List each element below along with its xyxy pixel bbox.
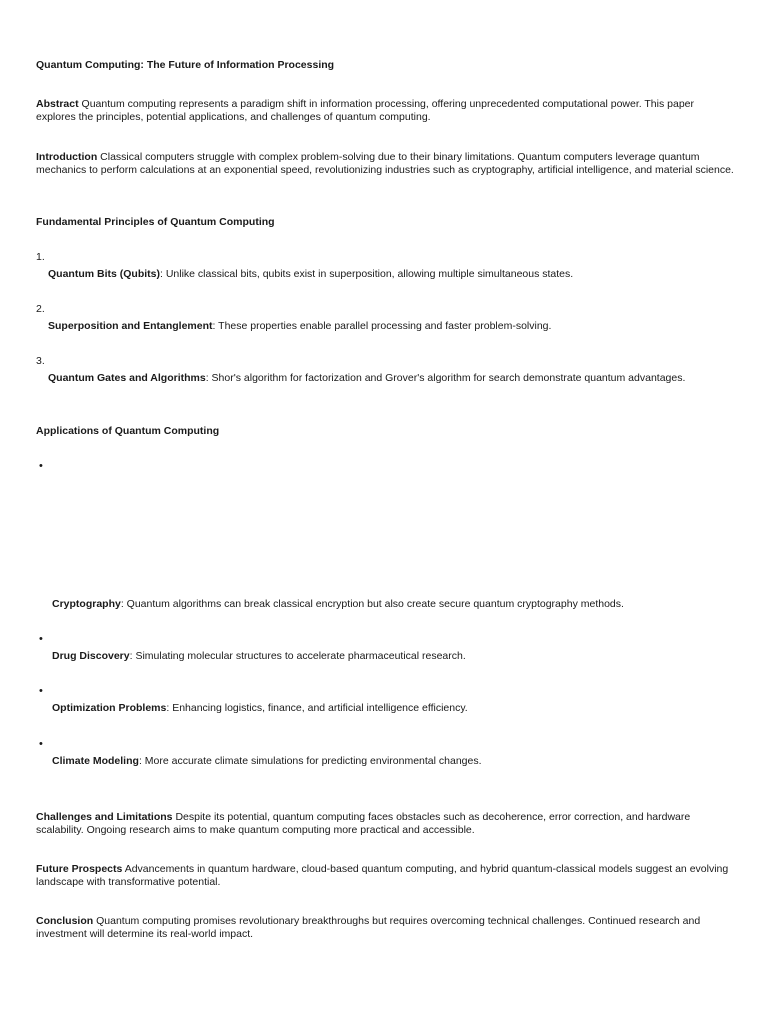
application-text-4: : More accurate climate simulations for predicting environmental changes. (138, 755, 482, 767)
conclusion-label: Conclusion (36, 915, 94, 927)
document-title: Quantum Computing: The Future of Information Processing (36, 59, 335, 71)
application-term-1: Cryptography (52, 598, 121, 610)
application-bullet-2: • (39, 633, 43, 645)
principles-heading: Fundamental Principles of Quantum Computing (36, 216, 275, 228)
principle-number-1: 1. (36, 251, 45, 263)
application-item-3 (52, 702, 742, 715)
principle-text-2: : These properties enable parallel processing and faster problem-solving. (212, 320, 552, 332)
application-text-3: : Enhancing logistics, finance, and artificial intelligence efficiency. (166, 702, 468, 714)
principle-text-3: : Shor's algorithm for factorization and Grover's algorithm for search demonstrate quantum advantages. (205, 372, 686, 384)
application-bullet-4: • (39, 738, 43, 750)
future-paragraph (36, 863, 736, 889)
applications-heading: Applications of Quantum Computing (36, 425, 220, 437)
application-term-4: Climate Modeling (52, 755, 139, 767)
principle-text-1: : Unlike classical bits, qubits exist in superposition, allowing multiple simultaneous states. (160, 268, 574, 280)
principle-item-2 (48, 320, 738, 333)
principle-term-1: Quantum Bits (Qubits) (48, 268, 160, 280)
application-item-1 (52, 598, 742, 611)
challenges-paragraph (36, 811, 736, 837)
application-term-3: Optimization Problems (52, 702, 167, 714)
conclusion-paragraph (36, 915, 736, 941)
conclusion-text: Quantum computing promises revolutionary breakthroughs but requires overcoming technical challenges. Continued research and investment will determine its real-world impact. (36, 915, 701, 940)
challenges-text: Despite its potential, quantum computing faces obstacles such as decoherence, error correction, and hardware scalability. Ongoing research aims to make quantum computing more practical and accessible. (36, 811, 691, 836)
challenges-label: Challenges and Limitations (36, 811, 173, 823)
application-term-2: Drug Discovery (52, 650, 130, 662)
principle-item-3 (48, 372, 738, 385)
application-item-4 (52, 755, 742, 768)
application-text-2: : Simulating molecular structures to accelerate pharmaceutical research. (129, 650, 466, 662)
application-text-1: : Quantum algorithms can break classical encryption but also create secure quantum cryptography methods. (120, 598, 624, 610)
future-text: Advancements in quantum hardware, cloud-based quantum computing, and hybrid quantum-classical models suggest an evolving landscape with transformative potential. (36, 863, 729, 888)
principle-number-3: 3. (36, 355, 45, 367)
principle-item-1 (48, 268, 738, 281)
introduction-text: Classical computers struggle with complex problem-solving due to their binary limitations. Quantum computers leverage quantum mechanics to perform calculations at an exponential speed, revolutionizing industries such as cryptography, artificial intelligence, and material science. (36, 151, 734, 176)
introduction-paragraph (36, 151, 736, 177)
principle-term-3: Quantum Gates and Algorithms (48, 372, 206, 384)
application-item-2 (52, 650, 742, 663)
application-bullet-1: • (39, 460, 43, 472)
application-bullet-3: • (39, 685, 43, 697)
principle-number-2: 2. (36, 303, 45, 315)
principle-term-2: Superposition and Entanglement (48, 320, 213, 332)
abstract-text: Quantum computing represents a paradigm shift in information processing, offering unprecedented computational power. This paper explores the principles, potential applications, and challenges of quantum computing. (36, 98, 694, 123)
introduction-label: Introduction (36, 151, 98, 163)
abstract-paragraph (36, 98, 736, 124)
abstract-label: Abstract (36, 98, 79, 110)
future-label: Future Prospects (36, 863, 123, 875)
